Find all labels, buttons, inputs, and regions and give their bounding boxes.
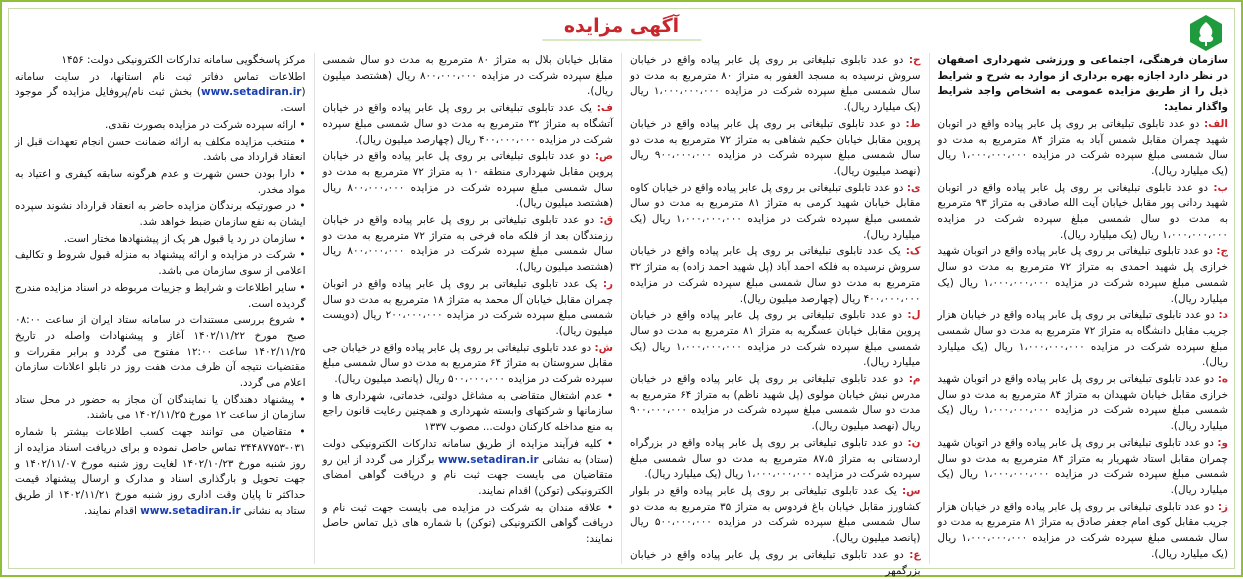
item-text: اطلاعات تماس دفاتر ثبت نام استانها، در سایت سامانه ( bbox=[15, 70, 306, 99]
setadiran-link[interactable]: www.setadiran.ir bbox=[140, 504, 241, 517]
item-label: ب: bbox=[1213, 181, 1228, 194]
item-label: ه: bbox=[1217, 373, 1228, 386]
item-text: مرکز پاسخگویی سامانه تدارکات الکترونیکی دولت: ۱۴۵۶ bbox=[61, 54, 306, 66]
item-text: دو عدد تابلوی تبلیغاتی بر روی پل عابر پیاده واقع در خیابان پروین مقابل خیابان عسگریه به متراژ ۸۱ مترمربع به مدت دو سال شمسی مبلغ سپرده شرکت در مزایده ۱،۰۰۰،۰۰۰،۰۰۰ ریال (یک میلیارد ریال). bbox=[630, 309, 921, 369]
item-text: یک عدد تابلوی تبلیغاتی بر روی پل عابر پیاده واقع در بلوار کشاورز مقابل خیابان باغ فردوس به متراژ ۳۵ مترمربع به مدت دو سال شمسی مبلغ سپرده شرکت در مزایده ۵۰۰،۰۰۰،۰۰۰ ریال (پانصد میلیون ریال). bbox=[630, 484, 921, 545]
item-label: ل: bbox=[907, 309, 921, 322]
notice-item bbox=[15, 70, 306, 117]
item-label: ط: bbox=[905, 117, 921, 130]
notice-item bbox=[630, 436, 921, 483]
notice-item bbox=[630, 372, 921, 435]
item-text: • کلیه فرآیند مزایده از طریق سامانه تدارکات الکترونیکی دولت (ستاد) به نشانی bbox=[322, 437, 613, 466]
notice-item bbox=[323, 501, 614, 548]
item-text: دو عدد تابلوی تبلیغاتی بر روی پل عابر پیاده واقع در اتوبان شهید خرازی مقابل خیابان شهیدان به متراژ ۸۴ مترمربع به مدت دو سال شمسی مبلغ سپرده شرکت در مزایده ۱،۰۰۰،۰۰۰،۰۰۰ ریال (یک میلیارد ریال). bbox=[937, 373, 1228, 433]
notice-item bbox=[323, 149, 614, 212]
item-text: مقابل خیابان بلال به متراژ ۸۰ مترمربع به مدت دو سال شمسی مبلغ سپرده شرکت در مزایده ۸۰۰،۰۰۰،۰۰۰ ریال (هشتصد میلیون ریال). bbox=[322, 54, 613, 98]
item-text: دو عدد تابلوی تبلیغاتی بر روی پل عابر پیاده واقع در خیابان هزار جریب مقابل کوی امام جعفر صادق به متراژ ۸۱ مترمربع به مدت دو سال شمسی مبلغ سپرده شرکت در مزایده ۱،۰۰۰،۰۰۰،۰۰۰ ریال (یک میلیارد ریال). bbox=[937, 500, 1228, 560]
item-text: • سایر اطلاعات و شرایط و جزییات مربوطه در اسناد مزایده مندرج گردیده است. bbox=[15, 281, 306, 310]
notice-item bbox=[15, 199, 306, 230]
notice-item bbox=[323, 53, 614, 100]
item-text: دو عدد تابلوی تبلیغاتی بر روی پل عابر پیاده واقع در خیابان جی مقابل سروستان به متراژ ۶۴ مترمربع به مدت دو سال شمسی مبلغ سپرده شرکت در مزایده ۵۰۰،۰۰۰،۰۰۰ ریال (پانصد میلیون ریال). bbox=[322, 341, 614, 386]
item-text: • علاقه مندان به شرکت در مزایده می بایست جهت ثبت نام و دریافت گواهی الکترونیکی (توکن) با شماره های ذیل تماس حاصل نمایند: bbox=[322, 501, 613, 546]
notice-item bbox=[630, 244, 921, 307]
notice-item bbox=[15, 167, 306, 198]
item-text: برگزار می گردد از این رو متقاضیان می بایست جهت ثبت نام و دریافت گواهی امضای الکترونیکی (توکن) اقدام نمایند. bbox=[322, 453, 613, 497]
notice-item bbox=[323, 389, 614, 436]
notice-item bbox=[630, 117, 921, 180]
item-text: • در صورتیکه برندگان مزایده حاضر به انعقاد قرارداد نشوند سپرده ایشان به نفع سازمان ضبط خواهد شد. bbox=[15, 200, 306, 229]
notice-item bbox=[938, 436, 1229, 499]
notice-item bbox=[938, 117, 1229, 180]
item-label: د: bbox=[1218, 309, 1228, 322]
notice-item bbox=[15, 313, 306, 392]
item-text: • شروع بررسی مستندات در سامانه ستاد ایران از ساعت ۰۸:۰۰ صبح مورخ ۱۴۰۲/۱۱/۲۲ آغاز و پیشنهادات واصله در تاریخ ۱۴۰۲/۱۱/۲۵ ساعت ۱۲:۰۰ مفتوح می گردد و برابر مقررات و مقتضیات نتیجه آن ظرف مدت هفت روز در تابلو اعلانات سازمان اعلام می گردد. bbox=[15, 314, 306, 390]
item-text: یک عدد تابلوی تبلیغاتی بر روی پل عابر پیاده واقع در خیابان سروش نرسیده به فلکه احمد آباد (پل شهید احمد زاده) به متراژ ۳۲ مترمربع به مدت دو سال شمسی مبلغ سپرده شرکت در مزایده ۴۰۰،۰۰۰،۰۰۰ ریال (چهارصد میلیون ریال). bbox=[630, 245, 921, 305]
column-3 bbox=[323, 53, 614, 564]
item-text: دو عدد تابلوی تبلیغاتی بر روی پل عابر پیاده واقع در خیابان پروین مقابل شهرداری منطقه ۱۰ به متراژ ۷۲ مترمربع به مدت دو سال شمسی مبلغ سپرده شرکت در مزایده ۸۰۰،۰۰۰،۰۰۰ ریال (هشتصد میلیون ریال). bbox=[322, 150, 613, 210]
item-text: • پیشنهاد دهندگان یا نمایندگان آن مجاز به حضور در محل ستاد سازمان از ساعت ۱۲ مورخ ۱۴۰۲/۱۱/۲۵ می باشند. bbox=[15, 393, 306, 422]
item-text: اقدام نمایند. bbox=[84, 504, 141, 517]
item-label: ش: bbox=[594, 341, 613, 354]
notice-item bbox=[15, 281, 306, 312]
municipality-tree-logo-icon bbox=[1186, 13, 1226, 53]
item-text: • متقاضیان می توانند جهت کسب اطلاعات بیشتر با شماره ۰۳۱-۳۴۴۸۷۷۵۳ تماس حاصل نموده و برای دریافت اسناد مزایده از روز شنبه مورخ ۱۴۰۲/۱۰/۲۳ لغایت روز شنبه مورخ ۱۴۰۲/۱۱/۰۷ و جهت تحویل و بارگذاری اسناد و مدارک و ارسال پیشنهاد قیمت حداکثر تا پایان وقت اداری روز شنبه مورخ ۱۴۰۲/۱۱/۲۱ از طریق ستاد به نشانی bbox=[15, 426, 306, 517]
notice-item bbox=[938, 308, 1229, 371]
item-label: ع: bbox=[909, 548, 921, 561]
item-label: س: bbox=[902, 484, 921, 497]
notice-item bbox=[15, 425, 306, 519]
notice-header bbox=[9, 9, 1234, 51]
notice-item bbox=[630, 53, 921, 116]
notice-item bbox=[630, 548, 921, 579]
item-text: دو عدد تابلوی تبلیغاتی بر روی پل عابر پیاده واقع در اتوبان شهید چمران مقابل شمس آباد به متراژ ۸۴ مترمربع به مدت دو سال شمسی مبلغ سپرده شرکت در مزایده ۱،۰۰۰،۰۰۰،۰۰۰ ریال (یک میلیارد ریال). bbox=[937, 117, 1229, 177]
item-text: • عدم اشتغال متقاضی به مشاغل دولتی، خدماتی، شهرداری ها و سازمانها و شرکتهای وابسته شهرداری و همچنین رعایت قانون راجع به منع مداخله کارکنان دولت... مصوب ۱۳۳۷ bbox=[322, 389, 613, 434]
item-text: دو عدد تابلوی تبلیغاتی بر روی پل عابر پیاده واقع در اتوبان شهید ردانی پور مقابل خیابان آیت الله صادقی به متراژ ۹۳ مترمربع به مدت دو سال شمسی مبلغ سپرده شرکت در مزایده ۱،۰۰۰،۰۰۰،۰۰۰ ریال (یک میلیارد ریال). bbox=[937, 181, 1228, 241]
item-text: دو عدد تابلوی تبلیغاتی بر روی پل عابر پیاده واقع در خیابان مدرس نبش خیابان مولوی (پل شهید ناظم) به متراژ ۶۴ مترمربع به مدت دو سال شمسی مبلغ سپرده شرکت در مزایده ۹۰۰،۰۰۰،۰۰۰ ریال (نهصد میلیون ریال). bbox=[630, 373, 921, 433]
notice-title: آگهی مزایده bbox=[542, 13, 701, 41]
item-text: یک عدد تابلوی تبلیغاتی بر روی پل عابر پیاده واقع در خیابان آتشگاه به متراژ ۳۲ مترمربع به مدت دو سال شمسی مبلغ سپرده شرکت در مزایده ۴۰۰،۰۰۰،۰۰۰ ریال (چهارصد میلیون ریال). bbox=[322, 102, 614, 146]
notice-item bbox=[15, 135, 306, 166]
item-label: و: bbox=[1217, 436, 1228, 449]
column-divider bbox=[929, 53, 930, 564]
intro-paragraph: سازمان فرهنگی، اجتماعی و ورزشی شهرداری اصفهان در نظر دارد اجازه بهره برداری از موارد به شرح و شرایط ذیل را از طریق مزایده عمومی به اشخاص واجد شرایط واگذار نماید: bbox=[937, 54, 1228, 114]
setadiran-link[interactable]: www.setadiran.ir bbox=[438, 453, 539, 466]
item-label: ص: bbox=[594, 150, 613, 163]
item-text: دو عدد تابلوی تبلیغاتی بر روی پل عابر پیاده واقع در خیابان بزرگمهر bbox=[630, 548, 921, 577]
notice-item bbox=[15, 118, 306, 134]
item-text: دو عدد تابلوی تبلیغاتی بر روی پل عابر پیاده واقع در خیابان هزار جریب مقابل دانشگاه به متراژ ۷۲ مترمربع به مدت دو سال شمسی مبلغ سپرده شرکت در مزایده ۱،۰۰۰،۰۰۰،۰۰۰ ریال (یک میلیارد ریال). bbox=[937, 309, 1228, 369]
item-text: ) بخش ثبت نام/پروفایل مزایده گر موجود است. bbox=[15, 86, 306, 115]
notice-item bbox=[15, 248, 306, 279]
notice-item bbox=[323, 341, 614, 388]
item-label: ی: bbox=[906, 181, 921, 194]
item-label: ر: bbox=[602, 277, 613, 290]
notice-item bbox=[323, 213, 614, 276]
column-divider bbox=[314, 53, 315, 564]
item-text: دو عدد تابلوی تبلیغاتی بر روی پل عابر پیاده واقع در خیابان سروش نرسیده به مسجد الغفور به متراژ ۸۰ مترمربع به مدت دو سال شمسی مبلغ سپرده شرکت در مزایده ۱،۰۰۰،۰۰۰،۰۰۰ ریال (یک میلیارد ریال). bbox=[630, 54, 921, 114]
item-text: • شرکت در مزایده و ارائه پیشنهاد به منزله قبول شروط و تکالیف اعلامی از سوی سازمان می باشد. bbox=[15, 249, 306, 278]
notice-item bbox=[15, 53, 306, 69]
notice-item bbox=[323, 277, 614, 340]
notice-item bbox=[15, 232, 306, 248]
item-text: • ارائه سپرده شرکت در مزایده بصورت نقدی. bbox=[105, 118, 306, 131]
notice-frame bbox=[8, 8, 1235, 577]
notice-item bbox=[938, 181, 1229, 244]
item-label: الف: bbox=[1204, 117, 1228, 130]
item-label: ح: bbox=[908, 54, 921, 66]
notice-columns bbox=[15, 53, 1229, 577]
item-text: دو عدد تابلوی تبلیغاتی بر روی پل عابر پیاده واقع در بزرگراه اردستانی به متراژ ۸۷،۵ مترمربع به مدت دو سال شمسی مبلغ سپرده شرکت در مزایده ۱،۰۰۰،۰۰۰،۰۰۰ ریال (یک میلیارد ریال). bbox=[630, 436, 921, 481]
column-1 bbox=[938, 53, 1229, 564]
item-label: م: bbox=[908, 373, 921, 386]
item-label: ز: bbox=[1217, 500, 1228, 513]
item-text: • سازمان در رد یا قبول هر یک از پیشنهادها مختار است. bbox=[63, 232, 306, 245]
item-text: • منتخب مزایده مکلف به ارائه ضمانت حسن انجام تعهدات قبل از انعقاد قرارداد می باشد. bbox=[15, 135, 306, 164]
item-text: دو عدد تابلوی تبلیغاتی بر روی پل عابر پیاده واقع در خیابان رزمندگان بعد از فلکه ماه فرخی به متراژ ۷۲ مترمربع به مدت دو سال شمسی مبلغ سپرده شرکت در مزایده ۸۰۰،۰۰۰،۰۰۰ ریال (هشتصد میلیون ریال). bbox=[322, 214, 613, 274]
item-text: دو عدد تابلوی تبلیغاتی بر روی پل عابر پیاده واقع در خیابان پروین مقابل خیابان حکیم شفاهی به متراژ ۷۲ مترمربع به مدت دو سال شمسی مبلغ سپرده شرکت در مزایده ۹۰۰،۰۰۰،۰۰۰ ریال (نهصد میلیون ریال). bbox=[630, 117, 921, 177]
column-2 bbox=[630, 53, 921, 577]
item-text: یک عدد تابلوی تبلیغاتی بر روی پل عابر پیاده واقع در اتوبان چمران مقابل خیابان آل محمد به متراژ ۱۸ مترمربع به مدت دو سال شمسی مبلغ سپرده شرکت در مزایده ۲۰۰،۰۰۰،۰۰۰ ریال (دویست میلیون ریال). bbox=[322, 277, 613, 337]
item-label: ج: bbox=[1216, 245, 1228, 258]
column-divider bbox=[621, 53, 622, 564]
notice-item bbox=[323, 437, 614, 500]
notice-item bbox=[938, 372, 1229, 435]
notice-item bbox=[323, 101, 614, 148]
item-label: ک: bbox=[905, 245, 921, 258]
notice-item bbox=[630, 181, 921, 244]
notice-item bbox=[630, 308, 921, 371]
item-label: ف: bbox=[596, 102, 613, 115]
column-4 bbox=[15, 53, 306, 564]
setadiran-link[interactable]: www.setadiran.ir bbox=[200, 86, 302, 99]
notice-item bbox=[15, 393, 306, 424]
item-text: دو عدد تابلوی تبلیغاتی بر روی پل عابر پیاده واقع در اتوبان شهید چمران مقابل استاد شهریار به متراژ ۸۴ مترمربع به مدت دو سال شمسی مبلغ سپرده شرکت در مزایده ۱،۰۰۰،۰۰۰،۰۰۰ ریال (یک میلیارد ریال). bbox=[937, 436, 1228, 496]
notice-item bbox=[630, 484, 921, 547]
item-label: ق: bbox=[599, 214, 613, 227]
notice-item bbox=[938, 500, 1229, 563]
item-text: • دارا بودن حسن شهرت و عدم هرگونه سابقه کیفری و اعتیاد به مواد مخدر. bbox=[15, 167, 306, 196]
notice-item bbox=[938, 244, 1229, 307]
item-text: دو عدد تابلوی تبلیغاتی بر روی پل عابر پیاده واقع در اتوبان شهید خرازی پل شهید احمدی به متراژ ۷۲ مترمربع به مدت دو سال شمسی مبلغ سپرده شرکت در مزایده ۱،۰۰۰،۰۰۰،۰۰۰ ریال (یک میلیارد ریال). bbox=[937, 245, 1228, 305]
item-label: ن: bbox=[907, 436, 921, 449]
item-text: دو عدد تابلوی تبلیغاتی بر روی پل عابر پیاده واقع در خیابان کاوه مقابل خیابان شهید کرمی به متراژ ۸۱ مترمربع به مدت دو سال شمسی مبلغ سپرده شرکت در مزایده ۱،۰۰۰،۰۰۰،۰۰۰ ریال (یک میلیارد ریال). bbox=[630, 181, 921, 241]
